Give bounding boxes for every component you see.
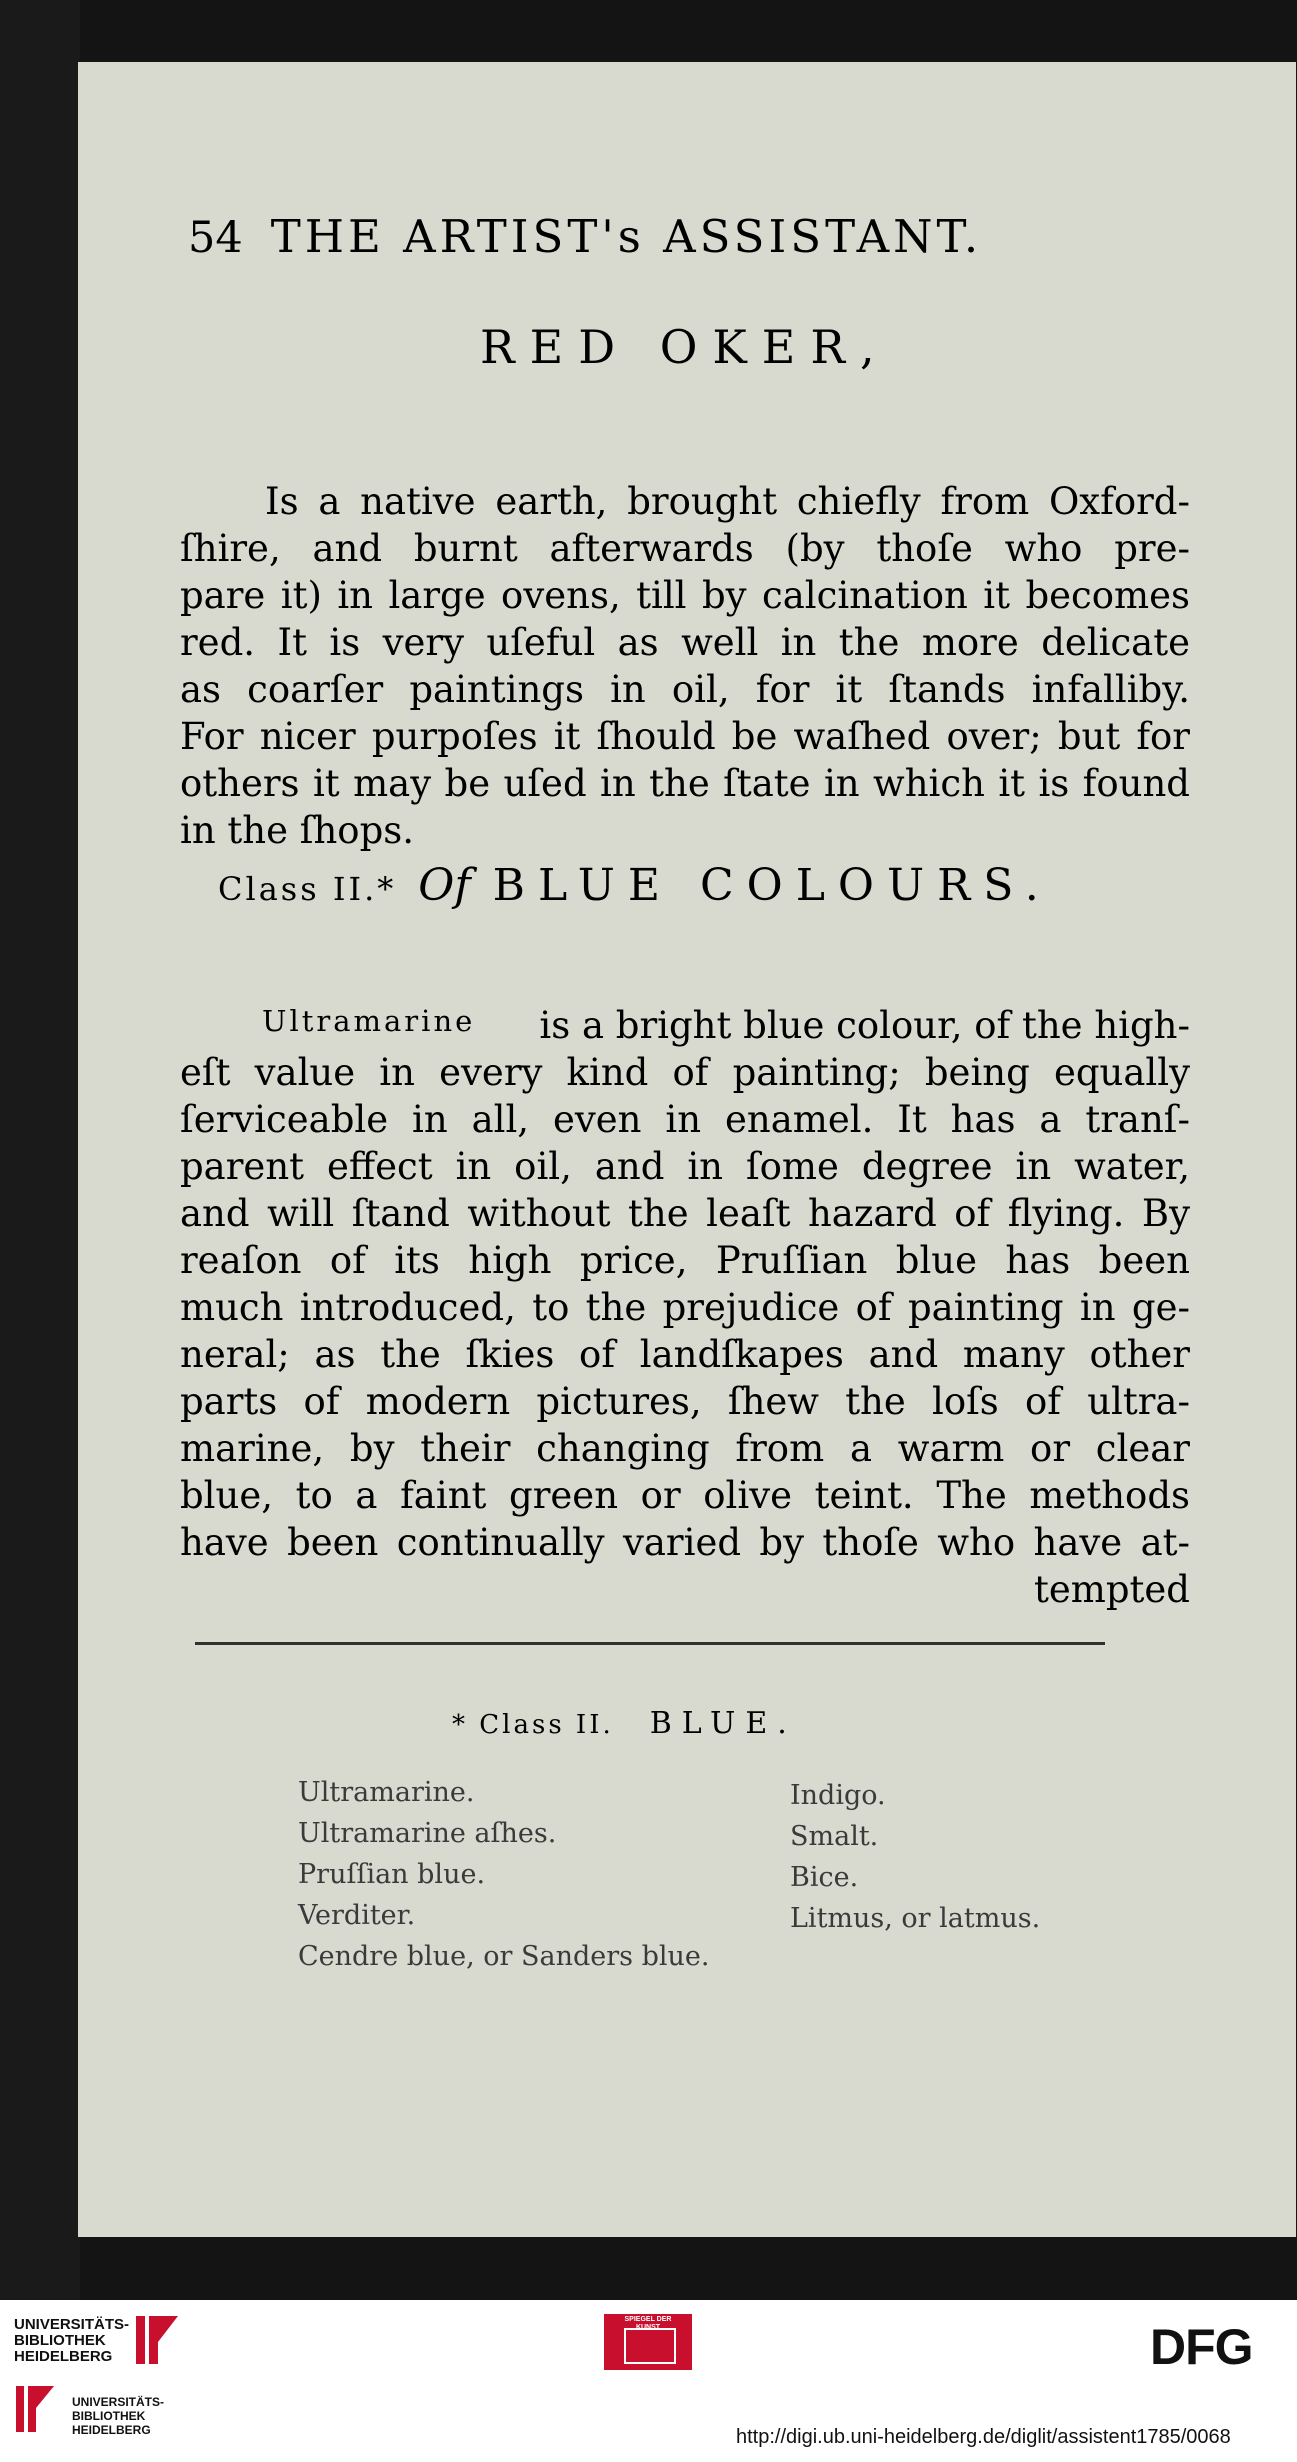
footnote-item: Litmus, or latmus. — [790, 1903, 1041, 1934]
paragraph-line: blue, to a faint green or olive teint. The methods — [180, 1474, 1190, 1517]
paragraph-line: reaſon of its high price, Pruſſian blue has been — [180, 1239, 1190, 1282]
footnote-rule — [195, 1642, 1105, 1645]
library-name-text: UNIVERSITÄTS- BIBLIOTHEK HEIDELBERG — [14, 2316, 130, 2365]
paragraph-line: parts of modern pictures, ſhew the loſs of ultra- — [180, 1380, 1190, 1423]
paragraph-line: marine, by their changing from a warm or clear — [180, 1427, 1190, 1470]
paragraph-line: and will ſtand without the leaſt hazard of flying. By — [180, 1192, 1190, 1235]
footnote-item: Verditer. — [298, 1900, 416, 1931]
paragraph-line: parent effect in oil, and in ſome degree in water, — [180, 1145, 1190, 1188]
dfg-logo[interactable]: DFG — [1150, 2319, 1253, 2375]
footnote-item: Smalt. — [790, 1821, 879, 1852]
class-heading — [218, 860, 1052, 911]
page-url[interactable]: http://digi.ub.uni-heidelberg.de/diglit/assistent1785/0068 — [736, 2426, 1231, 2448]
paragraph-line: red. It is very uſeful as well in the more delicate — [180, 621, 1190, 664]
section-title: RED OKER, — [480, 320, 890, 374]
footnote-item: Pruſſian blue. — [298, 1859, 486, 1890]
running-head — [188, 210, 982, 263]
paragraph-line: in the ſhops. — [180, 809, 415, 852]
footnote-item: Cendre blue, or Sanders blue. — [298, 1941, 710, 1972]
paragraph-line: much introduced, to the prejudice of painting in ge- — [180, 1286, 1190, 1329]
library-logo[interactable] — [132, 2312, 178, 2368]
paragraph-line: pare it) in large ovens, till by calcination it becomes — [180, 574, 1190, 617]
first-line-text: is a bright blue colour, of the high- — [539, 1004, 1190, 1047]
paragraph-line: eſt value in every kind of painting; being equally — [180, 1051, 1190, 1094]
lead-word: Ultramarine — [262, 1004, 476, 1038]
running-title: THE ARTIST's ASSISTANT. — [270, 210, 983, 263]
class-label: Class II.* — [218, 870, 397, 908]
paragraph-line: ſhire, and burnt afterwards (by thoſe who pre- — [180, 527, 1190, 570]
paragraph-line: Is a native earth, brought chiefly from Oxford- — [265, 480, 1190, 523]
collection-badge[interactable] — [604, 2314, 692, 2370]
library-name — [14, 2317, 129, 2365]
library-name — [72, 2395, 164, 2437]
footnote-item: Ultramarine. — [298, 1777, 475, 1808]
class-title: BLUE COLOURS. — [492, 860, 1052, 911]
class-of: Of — [418, 860, 471, 911]
paragraph-line: have been continually varied by thoſe who have at- — [180, 1521, 1190, 1564]
footnote-class-label: * Class II. — [452, 1710, 614, 1740]
paragraph-line: ſerviceable in all, even in enamel. It has a tranſ- — [180, 1098, 1190, 1141]
library-name-text: UNIVERSITÄTS- BIBLIOTHEK HEIDELBERG — [72, 2395, 165, 2437]
page-number: 54 — [188, 213, 243, 263]
paragraph-line: neral; as the ſkies of landſkapes and many other — [180, 1333, 1190, 1376]
paragraph-line: For nicer purpoſes it ſhould be waſhed over; but for — [180, 715, 1190, 758]
badge-frame — [624, 2328, 676, 2364]
paragraph-line: others it may be uſed in the ſtate in which it is found — [180, 762, 1190, 805]
catchword: tempted — [1034, 1568, 1190, 1611]
library-logo[interactable] — [14, 2380, 56, 2436]
footnote-class-title: BLUE. — [649, 1706, 797, 1741]
footnote-item: Ultramarine aſhes. — [298, 1818, 557, 1849]
paragraph-line — [262, 1004, 1190, 1047]
badge-label: SPIEGEL DER KUNST — [624, 2316, 672, 2331]
footnote-item: Bice. — [790, 1862, 859, 1893]
paragraph-line: as coarſer paintings in oil, for it ſtands infalliby. — [180, 668, 1190, 711]
footnote-item: Indigo. — [790, 1780, 886, 1811]
footnote-heading — [452, 1706, 797, 1741]
scan-edge — [0, 0, 80, 2300]
